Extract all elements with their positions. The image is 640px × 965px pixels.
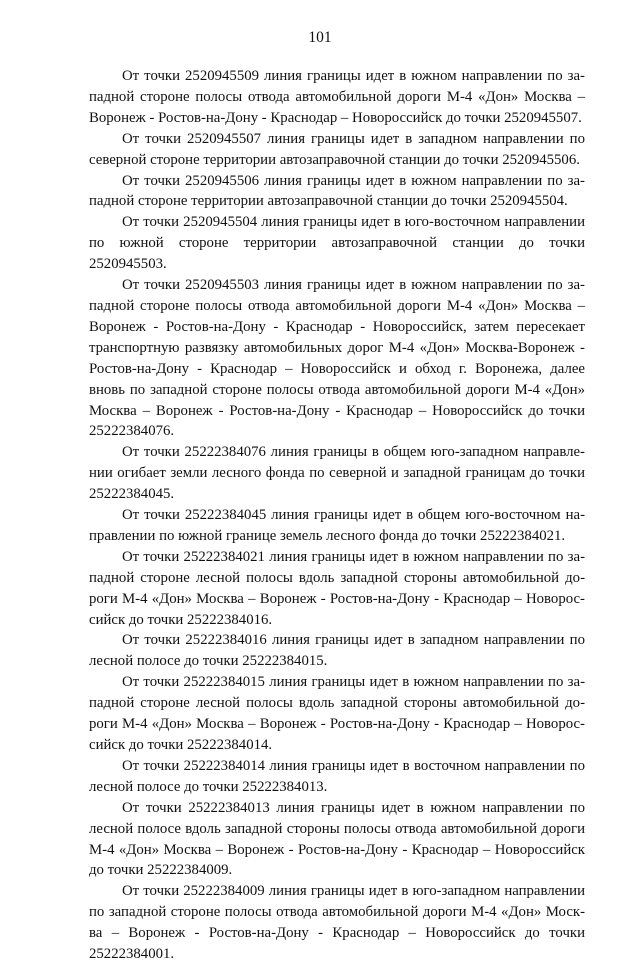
text-line: 25222384001. xyxy=(89,946,175,963)
text-line: роги М-4 «Дон» Москва – Воронеж - Ростов-на-Дону - Краснодар – Новорос- xyxy=(89,590,585,607)
text-line: падной стороне лесной полосы вдоль западной стороны автомобильной до- xyxy=(89,695,585,712)
text-line: От точки 25222384013 линия границы идет в южном направлении по xyxy=(122,799,585,816)
text-line: вновь по западной стороне полосы отвода автомобильной дороги М-4 «Дон» xyxy=(89,381,585,398)
paragraph xyxy=(89,798,585,882)
text-line: сийск до точки 25222384016. xyxy=(89,611,273,628)
paragraph xyxy=(89,547,585,631)
text-line: От точки 25222384076 линия границы в общем юго-западном направле- xyxy=(122,444,585,461)
text-line: От точки 2520945504 линия границы идет в юго-восточном направлении xyxy=(122,214,585,231)
text-line: От точки 25222384021 линия границы идет в южном направлении по за- xyxy=(122,548,585,565)
paragraph xyxy=(89,630,585,672)
paragraph xyxy=(89,171,585,213)
page-number: 101 xyxy=(308,29,332,46)
text-line: лесной полосе до точки 25222384013. xyxy=(89,778,328,795)
text-line: М-4 «Дон» Москва – Воронеж - Ростов-на-Дону - Краснодар – Новороссийск xyxy=(89,841,585,858)
text-line: От точки 2520945509 линия границы идет в южном направлении по за- xyxy=(122,68,585,84)
text-line: От точки 25222384016 линия границы идет в западном направлении по xyxy=(122,632,585,649)
paragraph xyxy=(89,672,585,756)
text-line: Ростов-на-Дону - Краснодар – Новороссийск и обход г. Воронежа, далее xyxy=(89,360,585,377)
paragraph xyxy=(89,275,585,442)
text-line: по западной стороне полосы отвода автомобильной дороги М-4 «Дон» Моск- xyxy=(89,904,585,921)
text-line: падной стороне полосы отвода автомобильной дороги М-4 «Дон» Москва – xyxy=(89,297,585,314)
paragraph xyxy=(89,212,585,275)
text-line: Воронеж - Ростов-на-Дону - Краснодар – Новороссийск до точки 2520945507. xyxy=(89,109,582,126)
paragraph xyxy=(89,505,585,547)
text-line: правлении по южной границе земель лесного фонда до точки 25222384021. xyxy=(89,527,566,544)
paragraph xyxy=(89,66,585,129)
text-line: падной стороне лесной полосы вдоль западной стороны автомобильной до- xyxy=(89,569,585,586)
text-line: нии огибает земли лесного фонда по северной и западной границам до точки xyxy=(89,465,585,482)
text-line: ва – Воронеж - Ростов-на-Дону - Краснодар – Новороссийск до точки xyxy=(89,925,585,942)
text-line: лесной полосе до точки 25222384015. xyxy=(89,653,328,670)
text-line: 25222384045. xyxy=(89,486,175,503)
document-body xyxy=(89,66,585,965)
text-line: северной стороне территории автозаправочной станции до точки 2520945506. xyxy=(89,151,580,168)
text-line: Москва – Воронеж - Ростов-на-Дону - Краснодар – Новороссийск до точки xyxy=(89,402,585,419)
text-line: падной стороне территории автозаправочной станции до точки 2520945504. xyxy=(89,193,568,210)
text-line: 2520945503. xyxy=(89,256,167,273)
paragraph xyxy=(89,442,585,505)
text-line: От точки 2520945503 линия границы идет в южном направлении по за- xyxy=(122,277,585,294)
paragraph xyxy=(89,881,585,965)
text-line: лесной полосе вдоль западной стороны полосы отвода автомобильной дороги xyxy=(89,820,585,837)
text-line: роги М-4 «Дон» Москва – Воронеж - Ростов-на-Дону - Краснодар – Новорос- xyxy=(89,716,585,733)
text-line: От точки 2520945507 линия границы идет в западном направлении по xyxy=(122,130,585,147)
text-line: 25222384076. xyxy=(89,423,175,440)
text-line: От точки 25222384009 линия границы идет в юго-западном направлении xyxy=(122,883,585,900)
text-line: по южной стороне территории автозаправочной станции до точки xyxy=(89,235,585,252)
text-line: сийск до точки 25222384014. xyxy=(89,737,273,753)
text-line: От точки 2520945506 линия границы идет в южном направлении по за- xyxy=(122,172,585,189)
text-line: транспортную развязку автомобильных дорог М-4 «Дон» Москва-Воронеж - xyxy=(89,339,585,356)
text-line: падной стороне полосы отвода автомобильной дороги М-4 «Дон» Москва – xyxy=(89,88,585,105)
text-line: От точки 25222384045 линия границы идет в общем юго-восточном на- xyxy=(122,507,585,524)
paragraph xyxy=(89,129,585,171)
text-line: От точки 25222384015 линия границы идет в южном направлении по за- xyxy=(122,674,585,691)
paragraph xyxy=(89,756,585,798)
text-line: Воронеж - Ростов-на-Дону - Краснодар - Новороссийск, затем пересекает xyxy=(89,318,585,335)
text-line: От точки 25222384014 линия границы идет в восточном направлении по xyxy=(122,757,585,774)
text-line: до точки 25222384009. xyxy=(89,862,233,879)
